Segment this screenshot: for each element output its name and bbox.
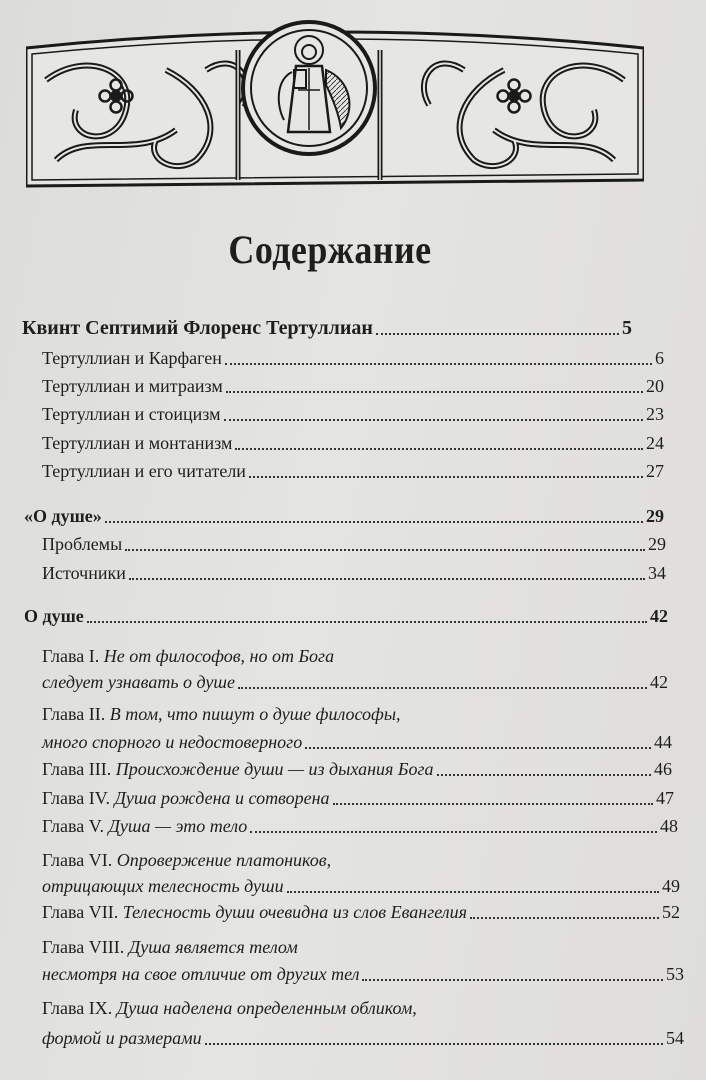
toc-item-label: Тертуллиан и монтанизм [42, 433, 233, 453]
leader-dots [287, 890, 659, 893]
chapter-title: Душа является телом [128, 937, 298, 957]
toc-item [42, 346, 664, 370]
page-title: Содержание [228, 227, 432, 272]
leader-dots [470, 916, 659, 919]
page-number: 44 [654, 732, 672, 752]
leader-dots [376, 332, 619, 335]
page-number: 27 [646, 461, 664, 481]
leader-dots [305, 746, 651, 749]
chapter-title-cont: следует узнавать о душе [42, 672, 235, 692]
leader-dots [105, 520, 643, 523]
toc-item [42, 757, 672, 781]
leader-dots [235, 447, 643, 450]
chapter-number: Глава I. [42, 646, 100, 666]
toc-item-label: Проблемы [42, 534, 123, 554]
page-number: 52 [662, 902, 680, 922]
chapter-line [42, 996, 417, 1020]
chapter-number: Глава VIII. [42, 937, 125, 957]
page-number: 23 [646, 404, 664, 424]
page-number: 5 [622, 317, 632, 339]
chapter-title: Душа наделена определенным обликом, [116, 998, 417, 1018]
leader-dots [224, 418, 643, 421]
chapter-number: Глава IX. [42, 998, 113, 1018]
toc-item [42, 962, 684, 986]
section-title: «О душе» [24, 506, 102, 526]
leader-dots [437, 773, 651, 776]
chapter-line [42, 848, 331, 872]
leader-dots [87, 620, 647, 623]
section-title: Квинт Септимий Флоренс Тертуллиан [22, 317, 373, 339]
chapter-number: Глава V. [42, 816, 104, 836]
toc-item [42, 900, 680, 924]
page-number: 48 [660, 816, 678, 836]
chapter-number: Глава III. [42, 759, 112, 779]
chapter-number: Глава II. [42, 704, 106, 724]
page-number: 6 [655, 348, 664, 368]
toc-section-heading [24, 604, 668, 628]
toc-item-label: Тертуллиан и Карфаген [42, 348, 222, 368]
toc-item-label: Тертуллиан и его читатели [42, 461, 246, 481]
chapter-line [42, 644, 334, 668]
toc-item [42, 1026, 684, 1050]
chapter-title: Происхождение души — из дыхания Бога [115, 759, 434, 779]
toc-item [42, 561, 666, 585]
chapter-number: Глава IV. [42, 788, 110, 808]
toc-section-heading [22, 316, 632, 340]
chapter-title: Телесность души очевидна из слов Евангелия [122, 902, 468, 922]
toc-item [42, 670, 668, 694]
toc-item [42, 786, 674, 810]
chapter-title: В том, что пишут о душе философы, [109, 704, 401, 724]
leader-dots [333, 802, 653, 805]
toc-section-heading [24, 504, 664, 528]
toc-item [42, 402, 664, 426]
toc-item [42, 459, 664, 483]
page-number: 49 [662, 876, 680, 896]
leader-dots [238, 686, 647, 689]
page-number: 34 [648, 563, 666, 583]
chapter-title: Душа — это тело [108, 816, 248, 836]
leader-dots [249, 475, 643, 478]
page-number: 42 [650, 672, 668, 692]
toc-item [42, 814, 678, 838]
page-number: 53 [666, 964, 684, 984]
toc-item [42, 532, 666, 556]
chapter-title: Не от философов, но от Бога [103, 646, 335, 666]
chapter-title-cont: отрицающих телесность души [42, 876, 284, 896]
chapter-number: Глава VII. [42, 902, 119, 922]
page-number: 20 [646, 376, 664, 396]
page-number: 29 [646, 506, 664, 526]
toc-item [42, 874, 680, 898]
leader-dots [225, 362, 652, 365]
toc-item [42, 374, 664, 398]
page-number: 24 [646, 433, 664, 453]
toc-item [42, 431, 664, 455]
page-number: 42 [650, 606, 668, 626]
page-number: 29 [648, 534, 666, 554]
chapter-title: Опровержение платоников, [116, 850, 332, 870]
toc-item-label: Тертуллиан и митраизм [42, 376, 223, 396]
chapter-title-cont: формой и размерами [42, 1028, 202, 1048]
leader-dots [250, 830, 657, 833]
chapter-title-cont: много спорного и недостоверного [42, 732, 303, 752]
leader-dots [205, 1042, 663, 1045]
leader-dots [226, 390, 643, 393]
leader-dots [125, 548, 645, 551]
chapter-title-cont: несмотря на свое отличие от других тел [42, 964, 360, 984]
toc-item [42, 730, 672, 754]
toc-item-label: Тертуллиан и стоицизм [42, 404, 221, 424]
leader-dots [129, 577, 645, 580]
leader-dots [362, 978, 663, 981]
toc-item-label: Источники [42, 563, 126, 583]
chapter-title: Душа рождена и сотворена [114, 788, 330, 808]
chapter-line [42, 702, 401, 726]
page-number: 47 [656, 788, 674, 808]
page-number: 46 [654, 759, 672, 779]
chapter-number: Глава VI. [42, 850, 113, 870]
section-title: О душе [24, 606, 84, 626]
page-number: 54 [666, 1028, 684, 1048]
chapter-line [42, 935, 298, 959]
